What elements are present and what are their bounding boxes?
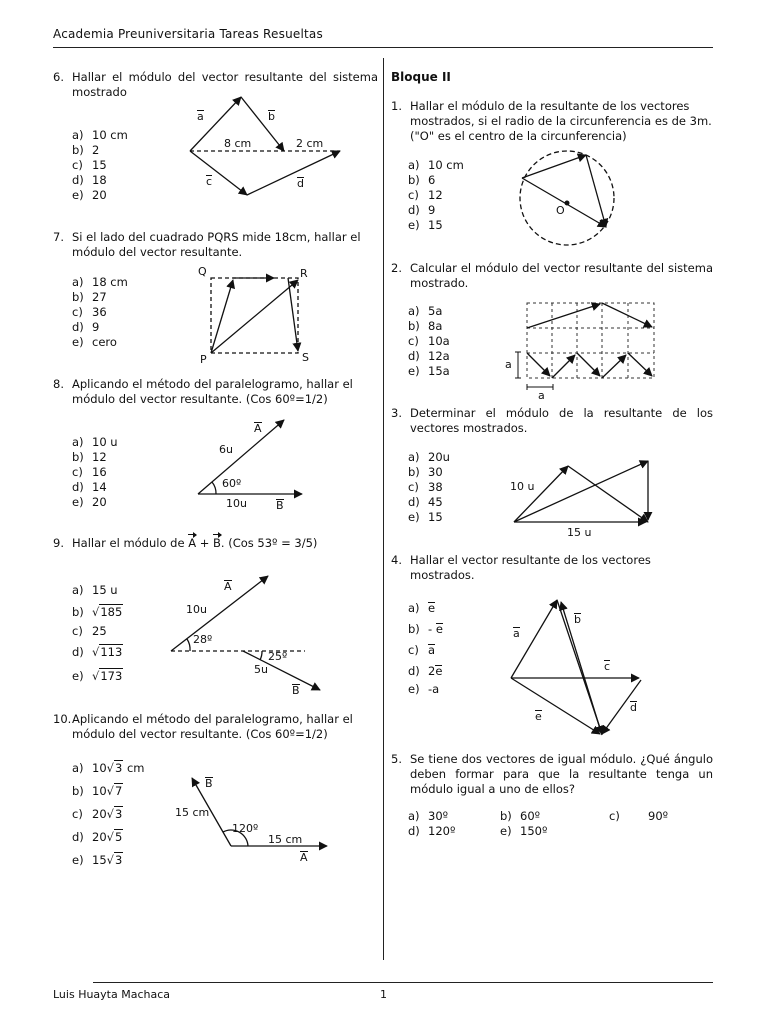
- option-c[interactable]: c) a: [408, 643, 436, 657]
- label-e: e: [535, 710, 542, 723]
- label-b: b: [268, 110, 275, 123]
- label-p: P: [200, 353, 207, 366]
- block2-question-3-number: 3.: [391, 406, 402, 420]
- question-9-number: 9.: [53, 536, 64, 550]
- label-q: Q: [198, 265, 207, 278]
- option-e[interactable]: e) 20: [72, 495, 107, 509]
- block2-question-2-number: 2.: [391, 261, 402, 275]
- label-a-vertical: a: [505, 358, 512, 371]
- option-d[interactable]: d) 9: [408, 203, 436, 217]
- option-c[interactable]: c) 16: [72, 465, 107, 479]
- option-a[interactable]: a) 5a: [408, 304, 443, 318]
- block2-question-4-text: Hallar el vector resultante de los vectores mostrados.: [410, 553, 651, 582]
- label-angle-25: 25º: [268, 650, 288, 663]
- label-A: A: [224, 580, 232, 593]
- option-e[interactable]: e) 15: [408, 218, 443, 232]
- option-a[interactable]: a) 10 cm: [72, 128, 128, 142]
- label-c: c: [604, 660, 611, 673]
- block2-question-2-text: Calcular el módulo del vector resultante del sistema mostrado.: [410, 261, 713, 290]
- option-b[interactable]: b) 6: [408, 173, 436, 187]
- option-e[interactable]: e) cero: [72, 335, 117, 349]
- option-c[interactable]: c) 25: [72, 624, 107, 638]
- option-c[interactable]: c) 36: [72, 305, 107, 319]
- question-9: 9. Hallar el módulo de A + B. (Cos 53º = 3/5): [53, 536, 318, 550]
- option-c[interactable]: c) 38: [408, 480, 443, 494]
- label-angle-28: 28º: [193, 633, 213, 646]
- label-A: A: [254, 422, 262, 435]
- label-B: B: [205, 777, 213, 790]
- label-len-8cm: 8 cm: [224, 137, 252, 150]
- option-e[interactable]: e) 15: [408, 510, 443, 524]
- label-15cm-b: 15 cm: [175, 806, 210, 819]
- label-a: a: [513, 627, 520, 640]
- option-b[interactable]: b) 2: [72, 143, 100, 157]
- label-6u: 6u: [219, 443, 233, 456]
- label-B: B: [292, 684, 300, 697]
- option-b[interactable]: b) 10√7: [72, 784, 123, 798]
- question-7-text: Si el lado del cuadrado PQRS mide 18cm, hallar el módulo del vector resultante.: [72, 230, 361, 259]
- label-center-O: O: [556, 204, 565, 217]
- option-a[interactable]: a) e: [408, 601, 436, 615]
- question-10-text: Aplicando el método del paralelogramo, hallar el módulo del vector resultante. (Cos 60º=1/2): [72, 712, 353, 741]
- label-5u: 5u: [254, 663, 268, 676]
- option-b[interactable]: b) - e: [408, 622, 443, 636]
- vector-long: [561, 602, 602, 735]
- option-d[interactable]: d) 18: [72, 173, 107, 187]
- question-8-number: 8.: [53, 377, 64, 391]
- block2-question-1-text: Hallar el módulo de la resultante de los vectores mostrados, si el radio de la circunferencia es de 3m. ("O" es el centro de la circunferencia): [410, 99, 712, 143]
- option-b[interactable]: b) 30: [408, 465, 443, 479]
- option-b[interactable]: b) 12: [72, 450, 107, 464]
- footer-author: Luis Huayta Machaca: [53, 988, 171, 1001]
- option-d[interactable]: d) 12a: [408, 349, 450, 363]
- question-6-number: 6.: [53, 70, 64, 84]
- block2-question-5: [391, 752, 713, 797]
- option-d[interactable]: d) 9: [72, 320, 100, 334]
- block2-question-4-number: 4.: [391, 553, 402, 567]
- option-e[interactable]: e) -a: [408, 682, 440, 696]
- option-a[interactable]: a) 10 cm: [408, 158, 464, 172]
- label-s: S: [302, 351, 309, 364]
- page-header-title: Academia Preuniversitaria Tareas Resueltas: [53, 27, 323, 41]
- question-9-text: Hallar el módulo de: [72, 536, 185, 550]
- option-e[interactable]: e) 150º: [500, 824, 548, 838]
- vector-B-symbol: B: [213, 536, 221, 550]
- option-e[interactable]: e) 15√3: [72, 853, 123, 867]
- option-a[interactable]: a) 15 u: [72, 583, 118, 597]
- option-e[interactable]: e) √173: [72, 669, 123, 683]
- option-d[interactable]: d) 14: [72, 480, 107, 494]
- label-r: R: [300, 267, 308, 280]
- label-a-horizontal: a: [538, 389, 545, 402]
- option-b[interactable]: b) √185: [72, 605, 123, 619]
- label-angle: 120º: [232, 822, 259, 835]
- option-a[interactable]: a) 10√3 cm: [72, 761, 145, 775]
- option-d[interactable]: d) 2e: [408, 664, 443, 678]
- option-c[interactable]: c) 15: [72, 158, 107, 172]
- label-angle: 60º: [222, 477, 242, 490]
- label-A: A: [300, 851, 308, 864]
- option-c[interactable]: c) 90º: [609, 809, 669, 823]
- question-6-text: Hallar el módulo del vector resultante del sistema mostrado: [72, 70, 378, 99]
- option-c[interactable]: c) 10a: [408, 334, 450, 348]
- option-d[interactable]: d) √113: [72, 645, 123, 659]
- option-a[interactable]: a) 30º: [408, 809, 449, 823]
- label-10u: 10u: [226, 497, 247, 510]
- block2-question-1-number: 1.: [391, 99, 402, 113]
- label-len-2cm: 2 cm: [296, 137, 324, 150]
- option-b[interactable]: b) 8a: [408, 319, 443, 333]
- section-title: Bloque II: [391, 70, 451, 84]
- option-b[interactable]: b) 60º: [500, 809, 541, 823]
- block2-question-5-text: Se tiene dos vectores de igual módulo. ¿Qué ángulo deben formar para que la resultante tenga un módulo igual a uno de ellos?: [410, 752, 713, 796]
- label-10u: 10u: [186, 603, 207, 616]
- label-a: a: [197, 110, 204, 123]
- label-B: B: [276, 499, 284, 512]
- option-a[interactable]: a) 18 cm: [72, 275, 128, 289]
- label-d: d: [297, 177, 304, 190]
- option-c[interactable]: c) 12: [408, 188, 443, 202]
- vector-A-symbol: A: [188, 536, 197, 550]
- option-d[interactable]: d) 120º: [408, 824, 456, 838]
- block2-question-5-options: [408, 809, 708, 839]
- option-e[interactable]: e) 20: [72, 188, 107, 202]
- question-10-number: 10.: [53, 712, 72, 726]
- label-15u: 15 u: [567, 526, 592, 539]
- block2-question-3-text: Determinar el módulo de la resultante de los vectores mostrados.: [410, 406, 713, 435]
- option-d[interactable]: d) 20√5: [72, 830, 123, 844]
- footer-page-number: 1: [380, 988, 387, 1001]
- label-15cm-a: 15 cm: [268, 833, 303, 846]
- block2-question-5-number: 5.: [391, 752, 402, 766]
- option-b[interactable]: b) 27: [72, 290, 107, 304]
- option-d[interactable]: d) 45: [408, 495, 443, 509]
- option-c[interactable]: c) 20√3: [72, 807, 123, 821]
- label-c: c: [206, 175, 213, 188]
- option-e[interactable]: e) 15a: [408, 364, 450, 378]
- label-10u: 10 u: [510, 480, 535, 493]
- option-a[interactable]: a) 10 u: [72, 435, 118, 449]
- question-8-text: Aplicando el método del paralelogramo, hallar el módulo del vector resultante. (Cos 60º=1/2): [72, 377, 353, 406]
- label-b: b: [574, 613, 581, 626]
- question-7-number: 7.: [53, 230, 64, 244]
- option-a[interactable]: a) 20u: [408, 450, 450, 464]
- label-d: d: [630, 701, 637, 714]
